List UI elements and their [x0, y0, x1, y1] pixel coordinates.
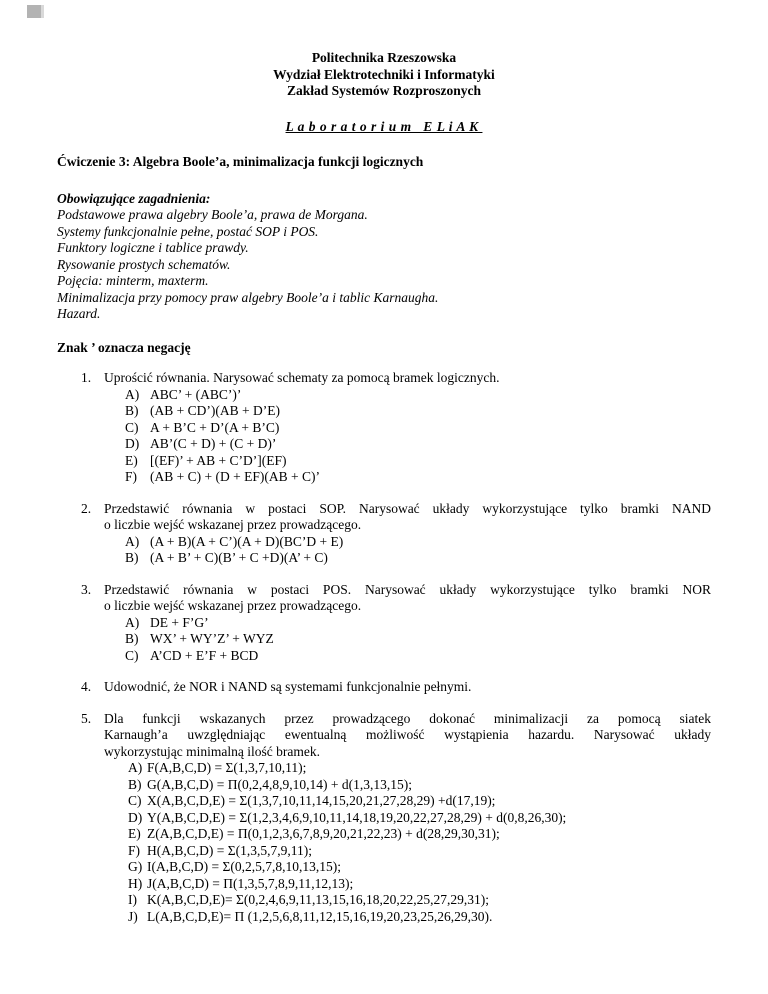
task-text-line: Uprościć równania. Narysować schematy za pomocą bramek logicznych.	[104, 370, 500, 385]
task-text-line: o liczbie wejść wskazanej przez prowadzącego.	[104, 517, 362, 532]
subitem-label: A)	[125, 386, 140, 402]
subitem	[104, 826, 711, 843]
subitem-label: B)	[125, 550, 139, 565]
subitem	[104, 631, 711, 648]
subitem-label: G)	[128, 859, 143, 874]
task-item-4	[57, 679, 711, 696]
subitem-text: J(A,B,C,D) = Π(1,3,5,7,8,9,11,12,13);	[147, 875, 354, 891]
task-number: 4.	[81, 679, 92, 694]
task-number: 3.	[81, 581, 92, 597]
subitem-text: ABC’ + (ABC’)’	[150, 386, 242, 402]
subitem	[104, 859, 711, 876]
subitem	[104, 403, 711, 420]
subitem-text: [(EF)’ + AB + C’D’](EF)	[150, 452, 287, 468]
subitem	[104, 777, 711, 794]
subitem-label: D)	[128, 809, 143, 825]
subitem	[104, 534, 711, 551]
subitem-label: B)	[125, 403, 139, 418]
subitem-text: A + B’C + D’(A + B’C)	[150, 419, 280, 435]
subitem	[104, 453, 711, 470]
subitem-label: E)	[128, 826, 141, 841]
subitem-text: Z(A,B,C,D,E) = Π(0,1,2,3,6,7,8,9,20,21,22,23) + d(28,29,30,31);	[147, 826, 500, 841]
department-line: Zakład Systemów Rozproszonych	[286, 83, 482, 98]
task-number: 2.	[81, 500, 92, 516]
org-name-line: Politechnika Rzeszowska	[311, 50, 457, 65]
subitem-text: G(A,B,C,D) = Π(0,2,4,8,9,10,14) + d(1,3,13,15);	[147, 776, 412, 792]
subitem	[104, 615, 711, 632]
task-text-line: Dla funkcji wskazanych przez prowadzącego dokonać minimalizacji za pomocą siatek	[104, 710, 711, 726]
topic-line: Hazard.	[57, 306, 101, 321]
task-text-line: wykorzystując minimalną ilość bramek.	[104, 743, 320, 759]
subitem-text: DE + F’G’	[150, 614, 209, 630]
subitem-label: B)	[125, 631, 139, 646]
task-list	[57, 370, 711, 925]
negation-note: Znak ’ oznacza negację	[57, 339, 191, 355]
topic-line: Funktory logiczne i tablice prawdy.	[57, 240, 249, 255]
subitem-text: (AB + C) + (D + EF)(AB + C)’	[150, 469, 320, 484]
subitem	[104, 909, 711, 926]
lab-title-text: L a b o r a t o r i u m E L i A K	[285, 118, 483, 134]
subitem-label: A)	[125, 533, 140, 549]
subitem-text: A’CD + E’F + BCD	[150, 647, 259, 663]
subitem-list	[104, 760, 711, 925]
subitem	[104, 843, 711, 860]
subitem	[104, 550, 711, 567]
subitem-text: I(A,B,C,D) = Σ(0,2,5,7,8,10,13,15);	[147, 859, 341, 874]
subitem-text: (A + B)(A + C’)(A + D)(BC’D + E)	[150, 533, 344, 549]
subitem-text: F(A,B,C,D) = Σ(1,3,7,10,11);	[147, 760, 307, 775]
subitem	[104, 387, 711, 404]
subitem-label: J)	[128, 908, 138, 924]
subitem	[104, 793, 711, 810]
task-item-3	[57, 582, 711, 665]
subitem-text: Y(A,B,C,D,E) = Σ(1,2,3,4,6,9,10,11,14,18,19,20,22,27,28,29) + d(0,8,26,30);	[147, 809, 567, 825]
subitem-label: F)	[128, 842, 141, 858]
subitem-list	[104, 387, 711, 486]
subitem	[104, 436, 711, 453]
scan-artifact	[27, 5, 44, 18]
subitem-label: H)	[128, 875, 143, 891]
subitem-text: (A + B’ + C)(B’ + C +D)(A’ + C)	[150, 550, 328, 565]
task-item-2	[57, 501, 711, 567]
task-text-line: Udowodnić, że NOR i NAND są systemami funkcjonalnie pełnymi.	[104, 679, 472, 694]
task-text-line: Karnaugh’a uwzględniając ewentualną możliwość wystąpienia hazardu. Narysować układy	[104, 727, 711, 742]
subitem-text: K(A,B,C,D,E)= Σ(0,2,4,6,9,11,13,15,16,18,20,22,25,27,29,31);	[147, 892, 489, 907]
subitem-text: (AB + CD’)(AB + D’E)	[150, 403, 280, 418]
task-number: 5.	[81, 710, 92, 726]
exercise-title: Ćwiczenie 3: Algebra Boole’a, minimalizacja funkcji logicznych	[57, 154, 424, 169]
task-number: 1.	[81, 370, 92, 385]
task-text-line: Przedstawić równania w postaci SOP. Narysować układy wykorzystujące tylko bramki NAND	[104, 500, 711, 516]
subitem-label: C)	[125, 419, 139, 435]
topic-line: Minimalizacja przy pomocy praw algebry Boole’a i tablic Karnaugha.	[57, 289, 439, 305]
task-body	[104, 679, 711, 696]
subitem-text: X(A,B,C,D,E) = Σ(1,3,7,10,11,14,15,20,21,27,28,29) +d(17,19);	[147, 793, 496, 808]
subitem-list	[104, 534, 711, 567]
subitem-text: L(A,B,C,D,E)= Π (1,2,5,6,8,11,12,15,16,19,20,23,25,26,29,30).	[147, 908, 493, 924]
task-item-1	[57, 370, 711, 486]
subitem-label: C)	[128, 793, 142, 808]
topic-line: Rysowanie prostych schematów.	[57, 256, 231, 272]
subitem-text: AB’(C + D) + (C + D)’	[150, 436, 277, 451]
task-body	[104, 370, 711, 486]
task-body	[104, 501, 711, 567]
subitem	[104, 420, 711, 437]
subitem	[104, 648, 711, 665]
subitem	[104, 760, 711, 777]
subitem-label: A)	[128, 760, 143, 775]
task-item-5	[57, 711, 711, 926]
task-text-line: Przedstawić równania w postaci POS. Narysować układy wykorzystujące tylko bramki NOR	[104, 581, 711, 597]
topic-line: Podstawowe prawa algebry Boole’a, prawa de Morgana.	[57, 207, 368, 222]
subitem	[104, 810, 711, 827]
task-body	[104, 711, 711, 926]
task-text-line: o liczbie wejść wskazanej przez prowadzącego.	[104, 598, 362, 613]
faculty-line: Wydział Elektrotechniki i Informatyki	[273, 66, 495, 82]
subitem-label: B)	[128, 776, 142, 792]
subitem	[104, 892, 711, 909]
subitem-list	[104, 615, 711, 665]
subitem-label: D)	[125, 436, 140, 451]
topic-line: Systemy funkcjonalnie pełne, postać SOP i POS.	[57, 223, 319, 239]
subitem-label: A)	[125, 614, 140, 630]
subitem-label: E)	[125, 452, 138, 468]
subitem	[104, 469, 711, 486]
subitem	[104, 876, 711, 893]
subitem-text: H(A,B,C,D) = Σ(1,3,5,7,9,11);	[147, 842, 312, 858]
subitem-label: I)	[128, 892, 137, 907]
subitem-label: C)	[125, 647, 139, 663]
topic-line: Pojęcia: minterm, maxterm.	[57, 273, 209, 288]
task-body	[104, 582, 711, 665]
subitem-label: F)	[125, 469, 138, 484]
lab-title	[57, 119, 711, 136]
topics-section	[57, 191, 711, 323]
subitem-text: WX’ + WY’Z’ + WYZ	[150, 631, 274, 646]
topics-heading: Obowiązujące zagadnienia:	[57, 190, 211, 206]
